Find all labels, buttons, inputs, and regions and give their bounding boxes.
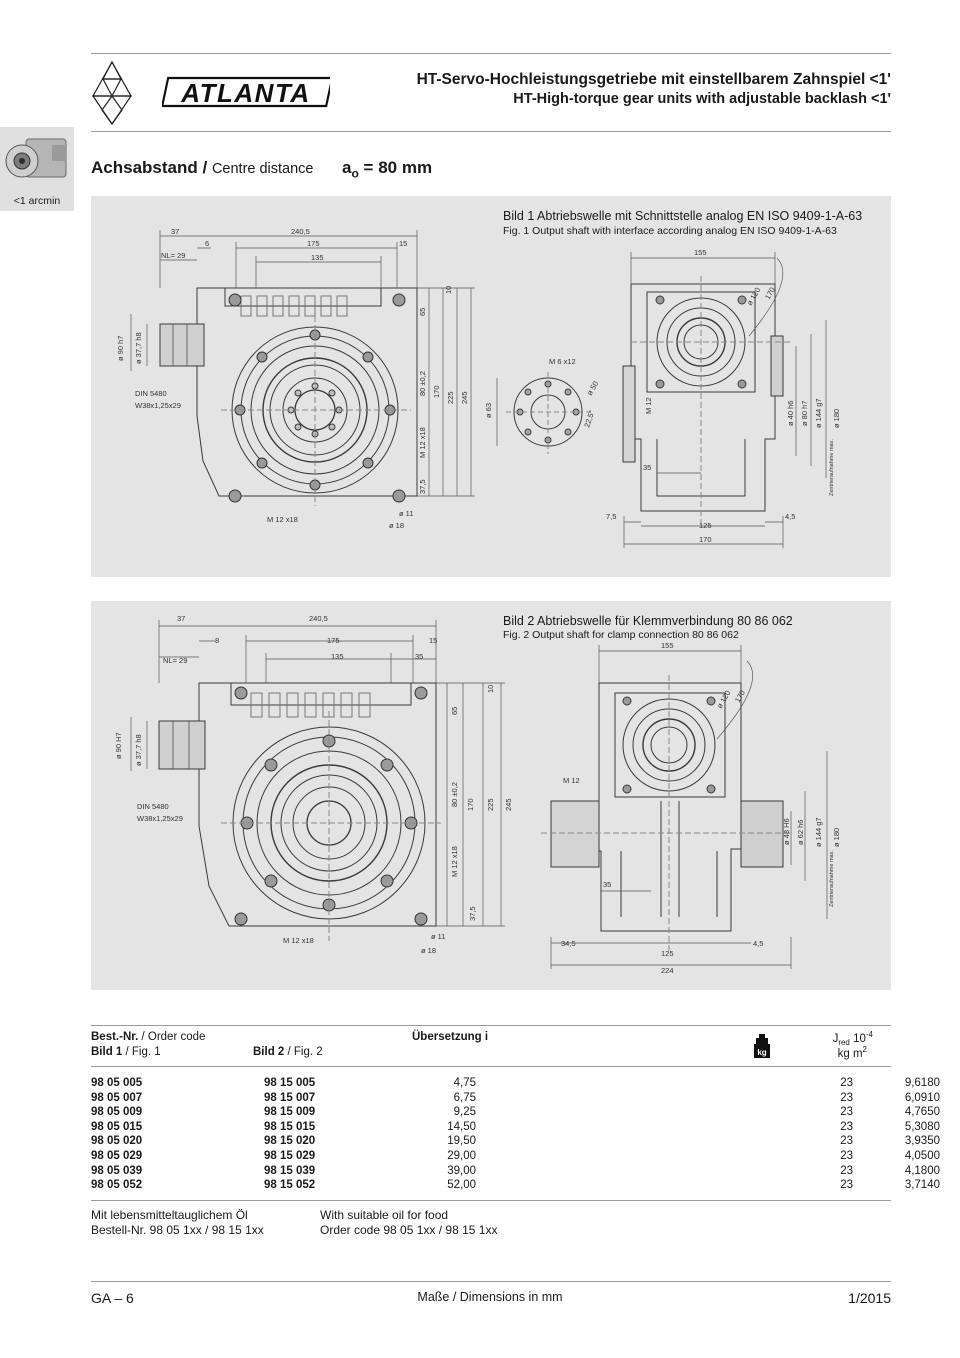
order-code-table [91,1076,940,1193]
dim-label: 15 [399,239,408,248]
note-de-line1: Mit lebensmitteltauglichem Öl [91,1208,248,1222]
dim-label: 35 [415,652,424,661]
dim-label: 225 [446,391,455,404]
footer-rule [91,1281,891,1282]
dim-label: 65 [418,307,427,316]
table-head-rule [91,1066,891,1067]
dim-label: 170 [699,535,712,544]
header-title-de: HT-Servo-Hochleistungsgetriebe mit einstellbarem Zahnspiel <1' [416,71,891,88]
dim-label: 6 [205,239,210,248]
dim-label: M 12 x18 [450,846,459,877]
header-rule [91,131,891,132]
dim-label: W38x1,25x29 [137,814,183,823]
dim-label: 135 [311,253,324,262]
dim-label: 125 [661,949,674,958]
dim-label: ø 90 H7 [114,732,123,759]
fig1-drawing [91,196,891,577]
section-title [91,158,314,178]
dim-label: 7,5 [606,512,617,521]
dim-label: M 12 [563,776,580,785]
dim-label: M 6 x12 [549,357,576,366]
section-title-de: Achsabstand / [91,158,208,177]
dim-label: DIN 5480 [135,389,167,398]
dim-label: 245 [460,391,469,404]
dim-label: 15 [429,636,438,645]
dim-label: 125 [699,521,712,530]
dim-label: 245 [504,798,513,811]
table-bottom-rule [91,1200,891,1201]
dim-label: ø 180 [832,827,841,847]
section-title-en: Centre distance [211,161,314,177]
dim-label: 135 [331,652,344,661]
dim-label: M 12 [644,397,653,414]
dim-label: 10 [486,684,495,693]
dim-label: ø 37,7 h8 [134,734,143,766]
dim-label: 170 [762,285,777,301]
fig2-dimension-labels [114,614,841,975]
dim-label: DIN 5480 [137,802,169,811]
logo-text: ATLANTA [181,78,311,108]
fig2-caption-en: Fig. 2 Output shaft for clamp connection 80 86 062 [503,629,739,641]
dim-label: M 12 x18 [283,936,314,945]
dim-label: 65 [450,706,459,715]
table-top-rule [91,1025,891,1026]
dim-label: ø 37,7 h8 [134,332,143,364]
dim-label: ø 144 g7 [814,398,823,428]
dim-label: ø 63 [484,402,493,418]
centre-distance-value: $a_o = 80$ mm [342,158,433,181]
page-number: GA – 6 [91,1290,134,1306]
gearbox-thumbnail-icon [0,127,74,187]
dim-label: 170 [732,688,747,704]
dim-label: ø 62 h6 [796,819,805,845]
figure-1-panel [91,196,891,577]
dim-label: 37,5 [418,479,427,494]
jred-unit: kg $m^2$ [837,1045,867,1060]
ratio-header: Übersetzung i [412,1031,489,1043]
side-tab-label: <1 arcmin [13,195,61,207]
fig2-caption-de: Bild 2 Abtriebswelle für Klemmverbindung 80 86 062 [503,614,793,628]
table-row: 98 05 005 98 15 005 4,75 23 9,6180 [91,1077,940,1089]
dim-label: ø 120 [744,285,763,307]
dim-label: 170 [466,798,475,811]
dim-label: 80 ±0,2 [418,371,427,396]
table-row: 98 05 052 98 15 052 52,00 23 3,7140 [91,1179,940,1192]
dim-label: 37 [177,614,186,623]
bild2-header: Bild 2 / Fig. 2 [253,1046,323,1058]
dim-label: ø 11 [431,932,446,941]
dim-label: Zentrieraufnahme max. [829,850,835,907]
dim-label: ø 48 H6 [782,818,791,845]
dim-label: W38x1,25x29 [135,401,181,410]
table-row: 98 05 039 98 15 039 39,00 23 4,1800 [91,1164,940,1177]
dim-label: 10 [444,285,453,294]
dim-label: ø 50 [584,379,601,397]
dim-label: 80 ±0,2 [450,782,459,807]
dim-label: 225 [486,798,495,811]
note-en-line2: Order code 98 05 1xx / 98 15 1xx [320,1223,498,1237]
order-code-header: Best.-Nr. / Order code [91,1031,206,1043]
dim-label: ø 120 [714,688,733,710]
fig1-caption-de: Bild 1 Abtriebswelle mit Schnittstelle analog EN ISO 9409-1-A-63 [503,209,863,223]
fig1-caption-en: Fig. 1 Output shaft with interface according analog EN ISO 9409-1-A-63 [503,225,837,237]
table-row: 98 05 020 98 15 020 19,50 23 3,9350 [91,1135,940,1148]
footer-dimensions-note: Maße / Dimensions in mm [417,1290,563,1304]
dim-label: ø 144 g7 [814,817,823,847]
jred-header: $J_{red}$ $10^{-4}$ [832,1030,873,1048]
dim-label: ø 80 h7 [800,400,809,426]
dim-label: 35 [643,463,652,472]
dim-label: M 12 x18 [267,515,298,524]
dim-label: 22,5° [582,409,597,429]
dim-label: ø 18 [389,521,405,530]
dim-label: ø 180 [832,408,841,428]
dim-label: 170 [432,385,441,398]
dim-label: 37,5 [468,906,477,921]
table-row: 98 05 015 98 15 015 14,50 23 5,3080 [91,1120,940,1133]
dim-label: 8 [215,636,220,645]
dim-label: 35 [603,880,612,889]
dim-label: 34,5 [561,939,576,948]
dim-label: NL= 29 [163,656,188,665]
dim-label: ø 40 h6 [786,400,795,426]
table-row: 98 05 009 98 15 009 9,25 23 4,7650 [91,1106,940,1119]
dim-label: M 12 x18 [418,427,427,458]
svg-text:kg: kg [757,1048,767,1057]
note-en-line1: With suitable oil for food [320,1208,449,1222]
dim-label: 240,5 [309,614,328,623]
dim-label: 4,5 [753,939,764,948]
atlanta-logo [162,74,330,117]
note-de-line2: Bestell-Nr. 98 05 1xx / 98 15 1xx [91,1223,264,1237]
dim-label: 37 [171,227,180,236]
dim-label: Zentrieraufnahme max. [829,439,835,496]
figure-2-panel [91,601,891,990]
fig2-drawing [91,601,891,990]
header-title-en: HT-High-torque gear units with adjustable backlash <1' [513,91,891,107]
bild1-header: Bild 1 / Fig. 1 [91,1046,161,1058]
dim-label: 155 [661,641,674,650]
dim-label: 175 [307,239,320,248]
weight-icon [754,1034,770,1063]
dim-label: NL= 29 [161,251,186,260]
dim-label: 224 [661,966,674,975]
table-row: 98 05 007 98 15 007 6,75 23 6,0910 [91,1091,940,1104]
footer-date: 1/2015 [848,1290,891,1306]
dim-label: 240,5 [291,227,310,236]
table-row: 98 05 029 98 15 029 29,00 23 4,0500 [91,1149,940,1162]
dim-label: ø 11 [399,509,414,518]
dim-label: ø 90 h7 [116,335,125,361]
dim-label: 155 [694,248,707,257]
dim-label: 175 [327,636,340,645]
dim-label: 4,5 [785,512,796,521]
dim-label: ø 18 [421,946,437,955]
triangle-logo-icon [91,60,133,126]
top-rule [91,53,891,54]
